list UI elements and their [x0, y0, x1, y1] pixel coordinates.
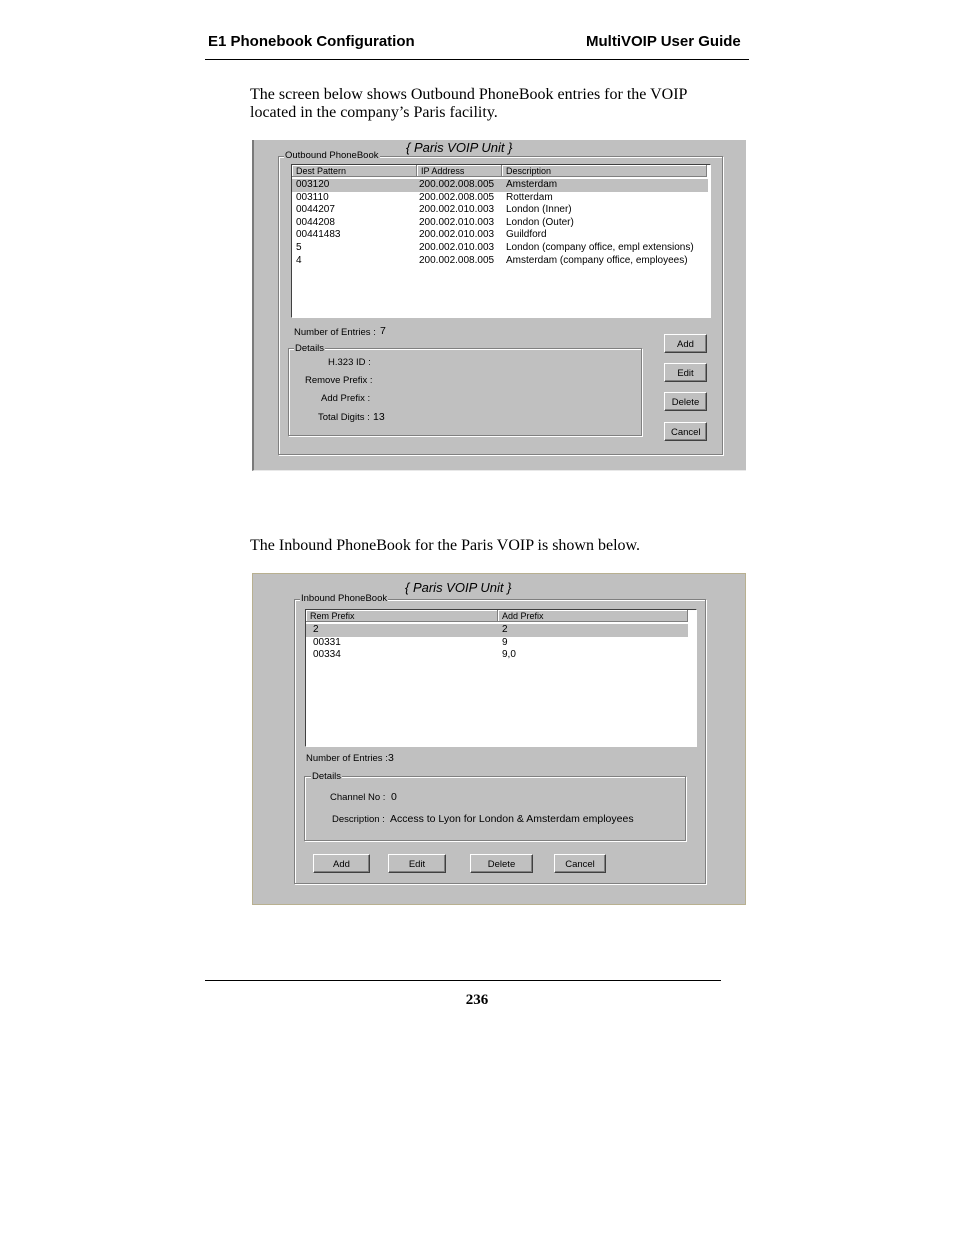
outbound-phonebook-dialog [252, 140, 746, 471]
delete-button[interactable]: Delete [470, 854, 533, 873]
add-prefix-cell: 2 [502, 624, 508, 635]
rem-prefix-cell: 2 [313, 624, 319, 635]
column-header-dest-pattern[interactable]: Dest Pattern [292, 165, 417, 177]
description-cell: London (Inner) [506, 204, 572, 216]
description-cell: Guildford [506, 229, 547, 241]
description-cell: London (company office, empl extensions) [506, 242, 694, 253]
edit-button[interactable]: Edit [664, 363, 707, 382]
description-value: Access to Lyon for London & Amsterdam employees [390, 813, 634, 825]
table-row[interactable] [292, 242, 708, 255]
description-cell: Amsterdam (company office, employees) [506, 254, 688, 266]
header-rule [205, 59, 749, 60]
column-header-rem-prefix[interactable]: Rem Prefix [306, 610, 498, 622]
outbound-intro-line-1: The screen below shows Outbound PhoneBook entries for the VOIP [250, 86, 688, 103]
column-header-ip-address[interactable]: IP Address [417, 165, 502, 177]
outbound-entries-list[interactable] [291, 164, 711, 318]
inbound-entries-label: Number of Entries : [306, 753, 388, 764]
outbound-phonebook-label: Outbound PhoneBook [285, 150, 379, 161]
footer-rule [205, 980, 721, 981]
ip-address-cell: 200.002.010.003 [419, 229, 495, 241]
dest-pattern-cell: 003120 [296, 179, 330, 190]
rem-prefix-cell: 00334 [313, 649, 341, 661]
dest-pattern-cell: 003110 [296, 191, 329, 203]
ip-address-cell: 200.002.010.003 [419, 242, 495, 253]
running-header-title: E1 Phonebook Configuration [208, 33, 415, 50]
inbound-phonebook-label: Inbound PhoneBook [301, 593, 388, 604]
remove-prefix-label: Remove Prefix : [305, 375, 373, 386]
inbound-details-label: Details [312, 771, 342, 782]
total-digits-value: 13 [373, 411, 385, 423]
table-row[interactable] [292, 204, 708, 217]
ip-address-cell: 200.002.008.005 [419, 179, 495, 190]
h323-id-label: H.323 ID : [328, 357, 371, 368]
outbound-intro-paragraph [250, 86, 687, 122]
delete-button[interactable]: Delete [664, 392, 707, 411]
unit-title: { Paris VOIP Unit } [405, 580, 512, 595]
dest-pattern-cell: 5 [296, 242, 302, 253]
add-button[interactable]: Add [313, 854, 370, 873]
description-label: Description : [332, 814, 385, 825]
edit-button[interactable]: Edit [388, 854, 446, 873]
table-row[interactable] [292, 229, 708, 242]
table-row[interactable] [306, 649, 688, 662]
inbound-details-group [304, 776, 686, 841]
column-header-add-prefix[interactable]: Add Prefix [498, 610, 688, 622]
ip-address-cell: 200.002.010.003 [419, 216, 495, 228]
add-button[interactable]: Add [664, 334, 707, 353]
add-prefix-label: Add Prefix : [321, 393, 371, 404]
dest-pattern-cell: 0044208 [296, 216, 335, 228]
cancel-button[interactable]: Cancel [664, 422, 707, 441]
dest-pattern-cell: 00441483 [296, 229, 341, 241]
rem-prefix-cell: 00331 [313, 636, 341, 648]
cancel-button[interactable]: Cancel [554, 854, 606, 873]
running-header-guide: MultiVOIP User Guide [586, 33, 741, 50]
add-prefix-cell: 9 [502, 636, 508, 648]
ip-address-cell: 200.002.010.003 [419, 204, 495, 216]
outbound-entries-count: 7 [380, 325, 386, 337]
table-row[interactable] [292, 255, 708, 268]
table-row[interactable] [306, 624, 688, 637]
outbound-entries-label: Number of Entries : [294, 327, 376, 338]
channel-no-label: Channel No : [330, 792, 386, 803]
inbound-entries-count: 3 [388, 752, 394, 764]
inbound-phonebook-dialog [252, 573, 746, 905]
channel-no-value: 0 [391, 791, 397, 803]
ip-address-cell: 200.002.008.005 [419, 191, 495, 203]
total-digits-label: Total Digits : [318, 412, 370, 423]
dest-pattern-cell: 4 [296, 254, 302, 266]
dest-pattern-cell: 0044207 [296, 204, 335, 216]
description-cell: Rotterdam [506, 191, 553, 203]
description-cell: Amsterdam [506, 179, 558, 190]
inbound-entries-list[interactable] [305, 609, 697, 747]
add-prefix-cell: 9,0 [502, 649, 516, 661]
table-row[interactable] [292, 192, 708, 205]
unit-title: { Paris VOIP Unit } [406, 140, 513, 155]
ip-address-cell: 200.002.008.005 [419, 254, 495, 266]
column-header-description[interactable]: Description [502, 165, 707, 177]
table-row[interactable] [306, 637, 688, 650]
outbound-intro-line-2: located in the company’s Paris facility. [250, 104, 498, 121]
table-row[interactable] [292, 217, 708, 230]
outbound-details-label: Details [295, 343, 325, 354]
page-number: 236 [465, 992, 489, 1008]
description-cell: London (Outer) [506, 216, 574, 228]
inbound-intro-paragraph: The Inbound PhoneBook for the Paris VOIP is shown below. [250, 537, 641, 554]
table-row[interactable] [292, 179, 708, 192]
